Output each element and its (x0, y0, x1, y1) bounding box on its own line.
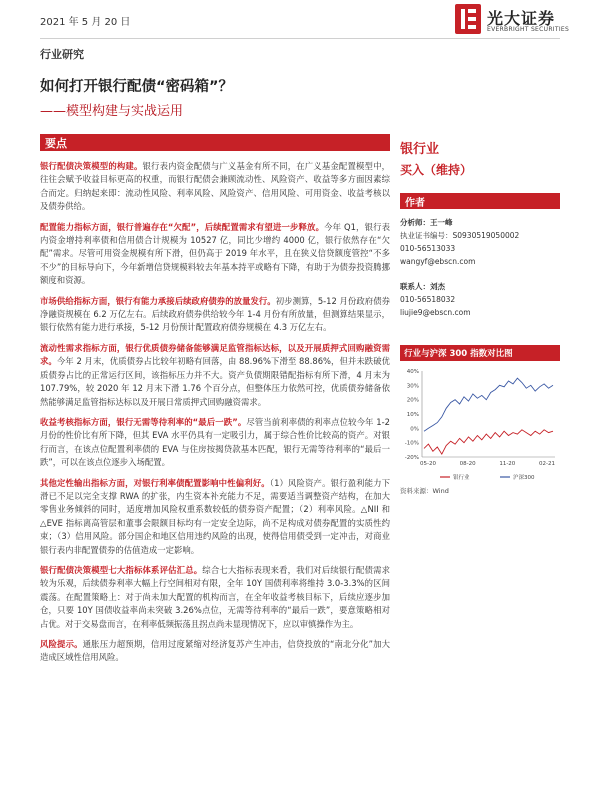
x-tick-label: 02-21 (539, 461, 555, 467)
summary-paragraph (40, 160, 390, 214)
report-title: 如何打开银行配债“密码箱”？ (40, 79, 234, 95)
contact-name: 联系人：刘杰 (400, 282, 445, 291)
y-tick-label: -10% (404, 440, 419, 447)
key-points-label: 要点 (45, 137, 67, 150)
analyst-email[interactable]: wangyf@ebscn.com (400, 257, 476, 266)
analyst-name: 分析师：王一峰 (400, 218, 453, 227)
paragraph-lead: 风险提示。 (40, 639, 83, 649)
series-line (424, 378, 553, 431)
chart-source: 资料来源：Wind (400, 487, 449, 495)
series-line (424, 430, 553, 454)
y-tick-label: 20% (406, 397, 419, 404)
logo-name-en: EVERBRIGHT SECURITIES (487, 26, 570, 33)
summary-paragraph (40, 295, 390, 335)
y-tick-label: 40% (406, 369, 419, 375)
paragraph-lead: 其他定性输出指标方面，对银行利率债配置影响中性偏利好。 (40, 477, 270, 488)
paragraph-lead: 银行配债决策模型七大指标体系评估汇总。 (40, 564, 203, 575)
logo-name-cn: 光大证券 (487, 9, 556, 28)
paragraph-text: 银行表内资金配债与广义基金有所不同，在广义基金配置模型中，往往会赋予收益目标更高的权重，而银行配债会兼顾流动性、风险资产、收益等多方面因素综合而定。归纳起来即：流动性风险、利率风险、风险资产、信用风险、可用资金、收益考核以及债券供给。 (40, 161, 391, 212)
summary-paragraph (40, 221, 390, 288)
summary-paragraph (40, 638, 390, 665)
paragraph-text: 通胀压力超预期，信用过度紧缩对经济复苏产生冲击，信贷投放的“南北分化”加大造成区域性信用风险。 (40, 639, 390, 663)
legend-label: 银行业 (453, 475, 470, 481)
paragraph-text: 今年 Q1，银行表内资金增持利率债和信用债合计规模为 10527 亿，同比少增约 4000 亿，银行依然存在“欠配”需求。尽管可用资金规模有所下滑，但仍高于 2019 年水平，且在狭义信贷额度管控“不多不少”的目标导向下，今年新增信贷规模料较去年基本持平或略有下降，有助于为债券投资腾挪额度和资源。 (40, 221, 390, 286)
company-logo (455, 4, 590, 38)
investment-rating: 买入（维持） (400, 163, 473, 177)
author-header (400, 193, 560, 209)
y-tick-label: 30% (406, 383, 419, 390)
key-points-header (40, 134, 390, 151)
contact-email[interactable]: liujie9@ebscn.com (400, 308, 471, 317)
author-header-label: 作者 (405, 198, 425, 209)
paragraph-text: 尽管当前利率债的利率点位较今年 1-2 月份的性价比有所下降，但其 EVA 水平仍具有一定吸引力，属于综合性价比较高的资产。对银行而言，在该点位配置利率债的 EVA 与住房按揭贷款基本匹配，银行无需等待利率的“最后一跌”，可以在该点位逐步入场配置。 (40, 416, 390, 468)
paragraph-lead: 银行配债决策模型的构建。 (40, 161, 143, 171)
chart-title: 行业与沪深 300 指数对比图 (404, 349, 513, 359)
x-tick-label: 11-20 (499, 461, 516, 467)
summary-paragraph (40, 416, 390, 470)
contact-phone: 010-56518032 (400, 295, 456, 304)
logo-mark-icon (455, 4, 481, 34)
legend-label: 沪深300 (513, 475, 535, 481)
summary-paragraph (40, 342, 390, 409)
paragraph-lead: 市场供给指标方面，银行有能力承接后续政府债券的放量发行。 (40, 295, 276, 306)
chart-header (400, 345, 560, 361)
contact-block (400, 280, 471, 319)
paragraph-text: （1）风险资产。银行盈利能力下滑已不足以完全支撑 RWA 的扩张，内生资本补充能力不足，需要适当调整资产结构，在加大零售业务倾斜的同时，适度增加风险权重系数较低的债券资产配置；（2）利率风险。△NII 和△EVE 指标离高管层和董事会限额目标均有一定安全边际，尚不足构成对债券配置的实质性约束；（3）信用风险。部分国企和地区信用违约风险的出现，使得信用债受到一定冲击，对商业银行表内非配置债券的估值造成一定影响。 (40, 477, 391, 555)
paragraph-text: 初步测算，5-12 月份政府债券净融资规模在 6.2 万亿左右。后续政府债券供给较今年 1-4 月份有所放量，但测算结果显示，银行依然有能力进行承接，5-12 月份预计配置政府债券规模在 4.3 万亿左右。 (40, 295, 391, 333)
analyst-cert: 执业证书编号：S0930519050002 (400, 231, 520, 240)
x-tick-label: 08-20 (459, 461, 476, 467)
summary-paragraph (40, 564, 390, 631)
index-comparison-chart (400, 365, 560, 485)
report-date: 2021 年 5 月 20 日 (40, 17, 131, 28)
y-tick-label: 10% (406, 412, 419, 418)
report-type: 行业研究 (40, 48, 84, 61)
paragraph-lead: 流动性需求指标方面，银行优质债券储备能够满足监管指标达标，以及开展质押式回购融资需求。 (40, 342, 390, 367)
y-tick-label: 0% (410, 426, 419, 433)
paragraph-lead: 配置能力指标方面，银行普遍存在“欠配”，后续配置需求有望进一步释放。 (40, 221, 325, 232)
paragraph-lead: 收益考核指标方面，银行无需等待利率的“最后一跌”。 (40, 416, 247, 427)
analyst-block (400, 216, 519, 268)
x-tick-label: 05-20 (420, 461, 436, 467)
paragraph-text: 综合七大指标表现来看，我们对后续银行配债需求较为乐观，后续债券利率大幅上行空间相对有限，全年 10Y 国债利率将维持 3.0-3.3%的区间震荡。在配置策略上：对于尚未加大配置的机构而言，在全年收益考核目标下，后续应逐步加仓，只要 10Y 国债收益率尚未突破 3.26%点位，无需等待利率的“最后一跌”，要意策略相对占优。对于交易盘而言，在利率低频振荡且拐点尚未显现情况下，应以审慎操作为主。 (40, 564, 391, 629)
y-tick-label: -20% (404, 455, 419, 461)
key-points-body (40, 160, 390, 672)
industry-name: 银行业 (400, 142, 440, 157)
paragraph-text: 今年 2 月末，优质债券占比较年初略有回落，由 88.96%下滑至 88.86%，但并未跌破优质债券占比的正常运行区间，该指标压力并不大。资产负债期限错配指标有所下滑，4 月末为 107.79%，较 2020 年 12 月末下滑 1.76 个百分点，但整体压力依然可控，优质债券储备依然能够满足监管指标达标以及开展日常质押式回购融资需求。 (40, 356, 391, 407)
header-divider (40, 38, 560, 39)
analyst-phone: 010-56513033 (400, 244, 456, 253)
summary-paragraph (40, 477, 390, 557)
report-subtitle: ——模型构建与实战运用 (40, 104, 184, 119)
